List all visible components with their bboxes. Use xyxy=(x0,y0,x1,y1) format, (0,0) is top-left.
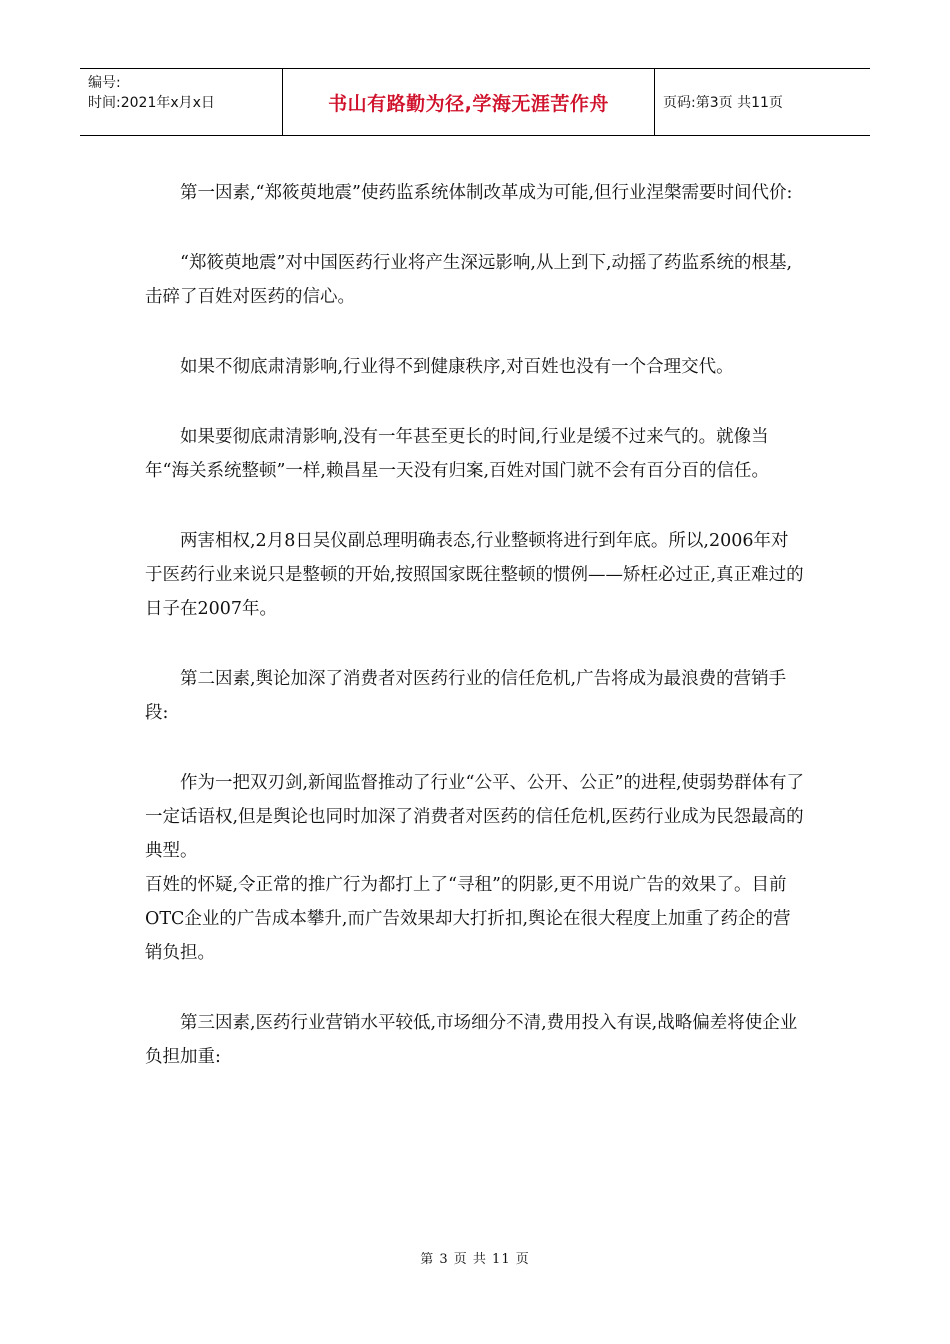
paragraph: 如果不彻底肃清影响,行业得不到健康秩序,对百姓也没有一个合理交代。 xyxy=(180,357,734,377)
header-motto: 书山有路勤为径,学海无涯苦作舟 xyxy=(283,69,655,135)
paragraph: 两害相权,2月8日吴仪副总理明确表态,行业整顿将进行到年底。所以,2006年对于医药行业来说只是整顿的开始,按照国家既往整顿的惯例——矫枉必过正,真正难过的日子在2007年。 xyxy=(145,531,804,619)
paragraph: 第三因素,医药行业营销水平较低,市场细分不清,费用投入有误,战略偏差将使企业负担加重: xyxy=(145,1013,798,1067)
document-header xyxy=(80,68,870,136)
paragraph: 如果要彻底肃清影响,没有一年甚至更长的时间,行业是缓不过来气的。就像当年“海关系统整顿”一样,赖昌星一天没有归案,百姓对国门就不会有百分百的信任。 xyxy=(145,427,770,481)
paragraph: 第一因素,“郑筱萸地震”使药监系统体制改革成为可能,但行业涅槃需要时间代价: xyxy=(180,183,793,203)
paragraph: 第二因素,舆论加深了消费者对医药行业的信任危机,广告将成为最浪费的营销手段: xyxy=(145,669,787,723)
paragraph: 作为一把双刃剑,新闻监督推动了行业“公平、公开、公正”的进程,使弱势群体有了一定话语权,但是舆论也同时加深了消费者对医药的信任危机,医药行业成为民怨最高的典型。 xyxy=(145,773,805,861)
paragraph: “郑筱萸地震”对中国医药行业将产生深远影响,从上到下,动摇了药监系统的根基,击碎了百姓对医药的信心。 xyxy=(145,253,793,307)
header-page-label: 页码:第3页 共11页 xyxy=(663,95,783,111)
document-body xyxy=(145,176,805,1110)
header-meta-cell xyxy=(80,69,283,135)
page-footer: 第 3 页 共 11 页 xyxy=(420,1252,530,1267)
header-time-label: 时间:2021年x月x日 xyxy=(88,95,215,111)
header-number-label: 编号: xyxy=(88,75,121,91)
paragraph: 百姓的怀疑,令正常的推广行为都打上了“寻租”的阴影,更不用说广告的效果了。目前OTC企业的广告成本攀升,而广告效果却大打折扣,舆论在很大程度上加重了药企的营销负担。 xyxy=(145,875,791,963)
